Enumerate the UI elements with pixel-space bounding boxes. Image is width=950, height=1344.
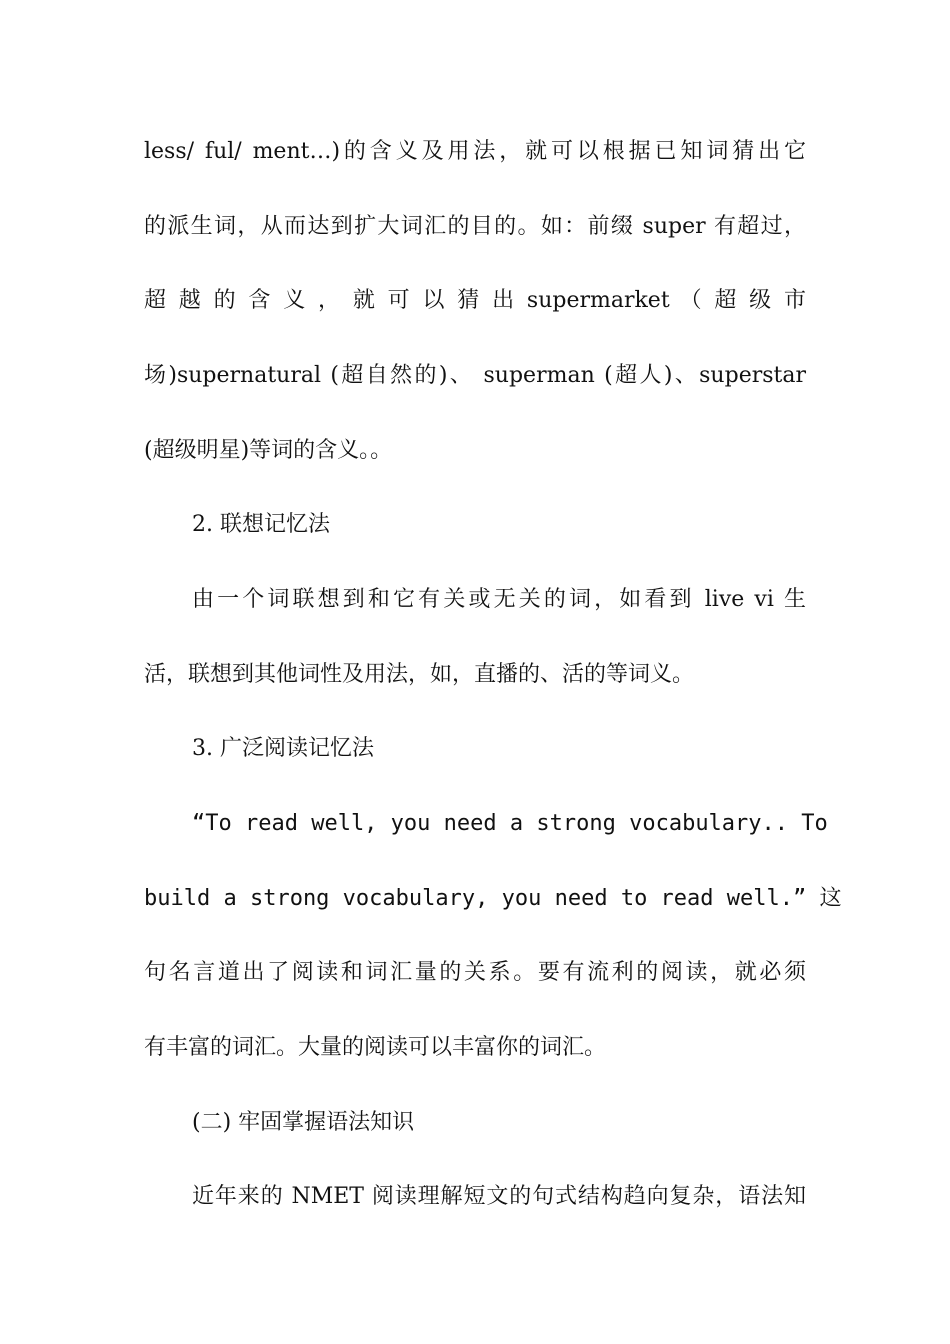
paragraph-line: 句名言道出了阅读和词汇量的关系。要有流利的阅读，就必须 — [144, 960, 806, 985]
paragraph-line: 超 越 的 含 义 ， 就 可 以 猜 出 supermarket （ 超 级 市 — [144, 288, 806, 313]
paragraph-line: 活，联想到其他词性及用法，如，直播的、活的等词义。 — [144, 662, 695, 687]
paragraph-line: 有丰富的词汇。大量的阅读可以丰富你的词汇。 — [144, 1035, 607, 1060]
paragraph-line: 由一个词联想到和它有关或无关的词，如看到 live vi 生 — [192, 587, 806, 612]
section-heading: (二) 牢固掌握语法知识 — [192, 1110, 415, 1135]
paragraph-line: 近年来的 NMET 阅读理解短文的句式结构趋向复杂，语法知 — [192, 1184, 806, 1209]
paragraph-line: (超级明星)等词的含义。。 — [144, 438, 393, 463]
section-heading: 2. 联想记忆法 — [192, 512, 330, 537]
paragraph-line: “To read well, you need a strong vocabulary.. To — [192, 811, 828, 836]
paragraph-line: build a strong vocabulary, you need to read well.” 这 — [144, 886, 842, 911]
paragraph-line: less/ ful/ ment…)的含义及用法，就可以根据已知词猜出它 — [144, 139, 806, 164]
section-heading: 3. 广泛阅读记忆法 — [192, 736, 374, 761]
paragraph-line: 的派生词，从而达到扩大词汇的目的。如：前缀 super 有超过， — [144, 214, 806, 239]
paragraph-line: 场)supernatural (超自然的)、 superman (超人)、superstar — [144, 363, 806, 388]
